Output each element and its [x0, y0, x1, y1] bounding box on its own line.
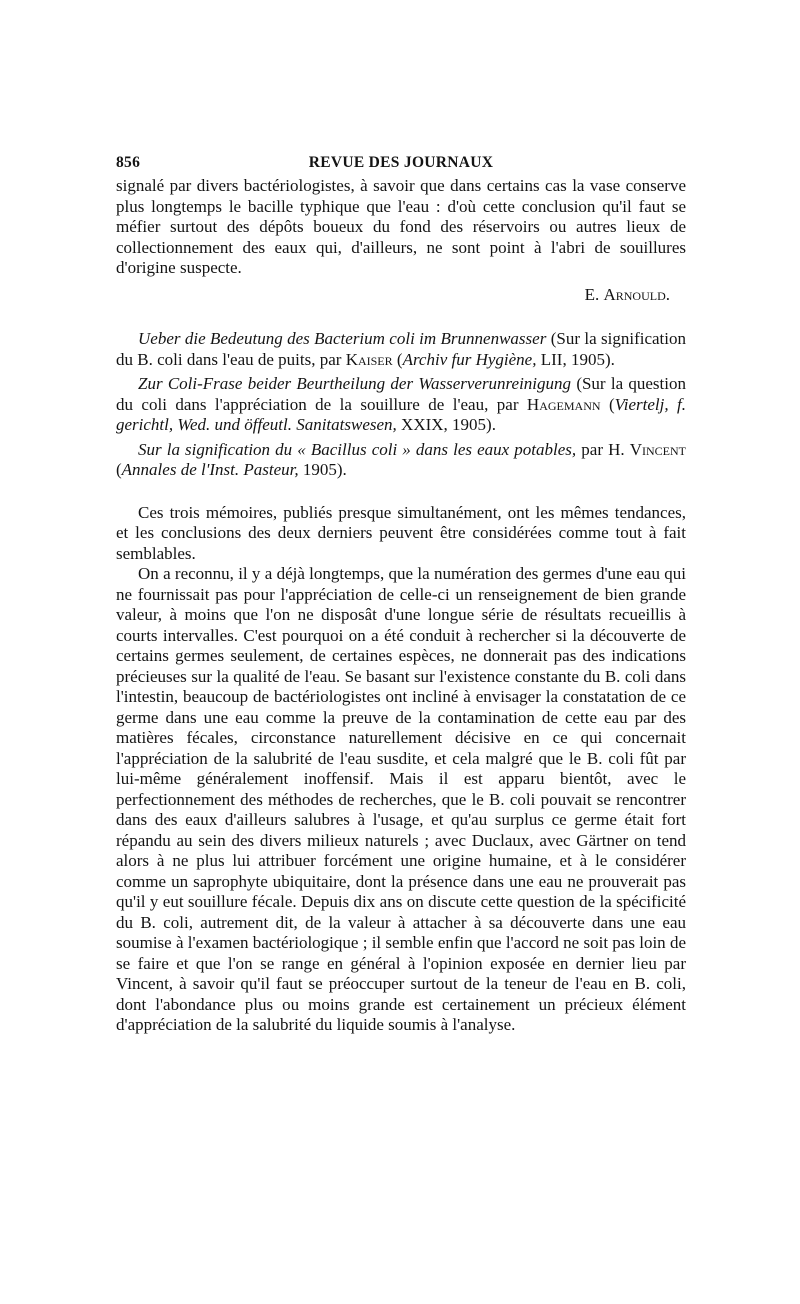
reference-source: Annales de l'Inst. Pasteur, — [121, 460, 299, 479]
reference-item — [116, 440, 686, 481]
reference-author: Kaiser — [345, 349, 393, 369]
reference-author: Hagemann — [526, 394, 601, 414]
reference-list — [116, 329, 686, 481]
reference-description: (Sur la question du coli dans l'appréciation de la souillure de l'eau, par — [116, 374, 686, 414]
signature-initial: E. — [584, 284, 604, 304]
author-signature — [116, 285, 686, 306]
continued-paragraph: signalé par divers bactériologistes, à savoir que dans certains cas la vase conserve plus longtemps le bacille typhique que l'eau : d'où cette conclusion qu'il faut se méfier surtout des dépôts boueux du fond des réservoirs ou autres lieux de collectionnement des eaux qui, d'ailleurs, ne sont point à l'abri de souillures d'origine suspecte. — [116, 176, 686, 277]
reference-paren: ( — [392, 349, 403, 369]
reference-details: LII, 1905). — [536, 349, 615, 369]
reference-paren: ( — [116, 460, 122, 479]
reference-author: Vincent — [629, 439, 687, 459]
reference-title: Zur Coli-Frase beider Beurtheilung der Wasserverunreinigung — [138, 374, 572, 393]
reference-paren: ( — [600, 394, 615, 414]
reference-description: (Sur la signification du B. coli dans l'eau de puits, par — [116, 329, 687, 369]
reference-source: Archiv fur Hygiène, — [402, 349, 537, 369]
reference-item — [116, 329, 686, 370]
journal-title: REVUE DES JOURNAUX — [308, 154, 494, 171]
page-number: 856 — [116, 154, 141, 171]
reference-details: XXIX, 1905). — [396, 415, 496, 434]
reference-details: 1905). — [298, 460, 347, 479]
journal-page — [116, 150, 686, 1036]
signature-name: Arnould. — [603, 284, 670, 304]
reference-item — [116, 374, 686, 436]
reference-title: Sur la signification du « Bacillus coli » dans les eaux potables, — [138, 439, 577, 459]
running-head — [116, 150, 686, 176]
reference-description: par H. — [576, 439, 630, 459]
reference-source: Viertelj, f. gerichtl, Wed. und öffeutl. Sanitatswesen, — [116, 394, 686, 434]
body-paragraph: Ces trois mémoires, publiés presque simultanément, ont les mêmes tendances, et les conclusions des deux derniers peuvent être considérées comme tout à fait semblables. — [116, 502, 686, 563]
article-body — [116, 503, 686, 1036]
body-paragraph: On a reconnu, il y a déjà longtemps, que la numération des germes d'une eau qui ne fournissait pas pour l'appréciation de celle-ci un renseignement de bien grande valeur, à moins que l'on ne disposât d'une longue série de résultats recueillis à courts intervalles. C'est pourquoi on a été conduit à rechercher si la découverte de certains germes seulement, de certaines espèces, ne donnerait pas des indications précieuses sur la qualité de l'eau. Se basant sur l'existence constante du B. coli dans l'intestin, beaucoup de bactériologistes ont incliné à envisager la constatation de ce germe dans une eau comme la preuve de la contamination de cette eau par des matières fécales, circonstance naturellement décisive en ce qui concernait l'appréciation de la salubrité de l'eau susdite, et cela malgré que le B. coli fût par lui-même généralement inoffensif. Mais il est apparu bientôt, avec le perfectionnement des méthodes de recherches, que le B. coli pouvait se rencontrer dans des eaux d'ailleurs salubres à l'usage, et qu'au surplus ce germe était fort répandu au sein des divers milieux naturels ; avec Duclaux, avec Gärtner on tend alors à ne plus lui attribuer forcément une origine humaine, et à le considérer comme un saprophyte ubiquitaire, dont la présence dans une eau ne prouverait pas qu'il y eut souillure fécale. Depuis dix ans on discute cette question de la spécificité du B. coli, autrement dit, de la valeur à attacher à sa découverte dans une eau soumise à l'examen bactériologique ; il semble enfin que l'accord ne soit pas loin de se faire et que l'on se range en général à l'opinion exposée en dernier lieu par Vincent, à savoir qu'il faut se préoccuper surtout de la teneur de l'eau en B. coli, dont l'abondance plus ou moins grande est certainement un précieux élément d'appréciation de la salubrité du liquide soumis à l'analyse. — [116, 564, 686, 1034]
reference-title: Ueber die Bedeutung des Bacterium coli im Brunnenwasser — [138, 329, 547, 348]
